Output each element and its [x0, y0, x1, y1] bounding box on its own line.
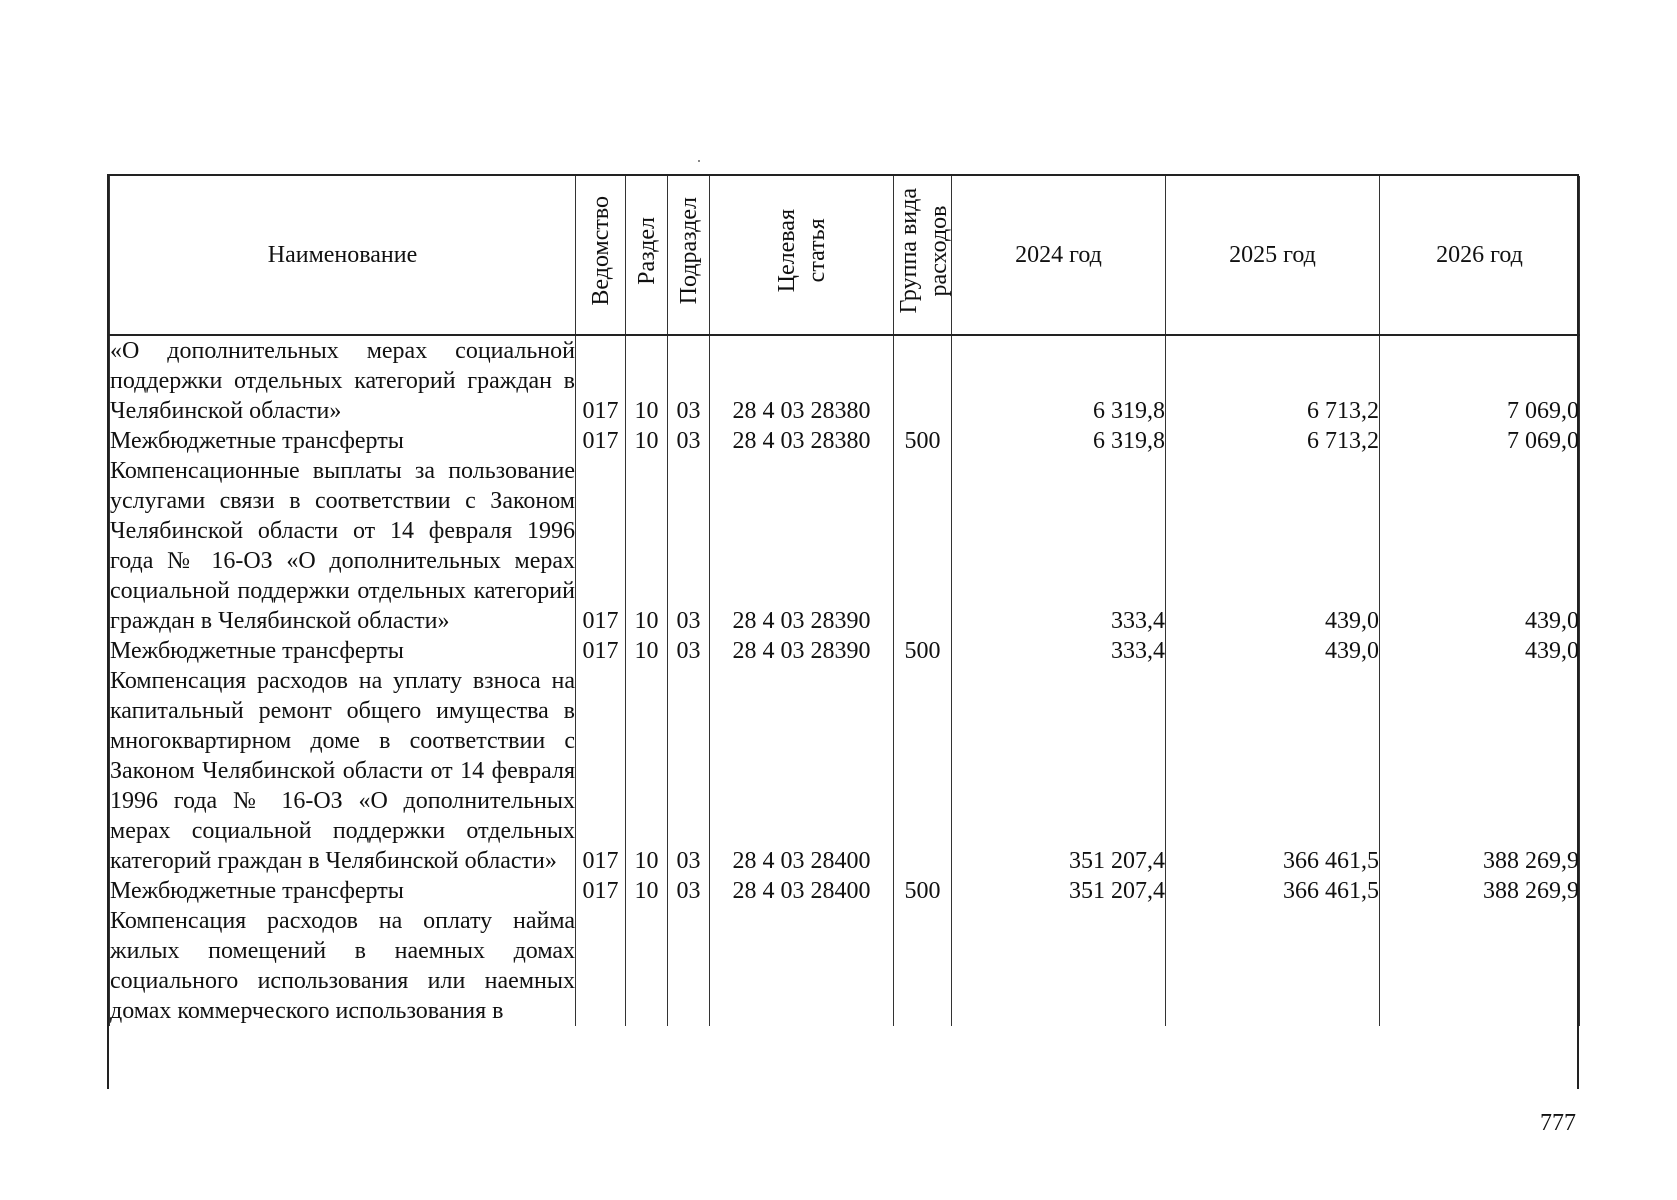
row-value-2025: 366 461,5: [1166, 876, 1380, 906]
row-name: Межбюджетные трансферты: [110, 426, 576, 456]
budget-table-frame: [107, 174, 1579, 1089]
row-value-2025: 6 713,2: [1166, 335, 1380, 426]
table-row: [110, 456, 1580, 636]
row-value-2026: 7 069,0: [1380, 335, 1580, 426]
row-value-2025: 439,0: [1166, 636, 1380, 666]
row-value-2025: 439,0: [1166, 456, 1380, 636]
row-value-2024: 6 319,8: [952, 426, 1166, 456]
header-celevaya-statya: Целевая статья: [710, 176, 894, 335]
row-name: Межбюджетные трансферты: [110, 876, 576, 906]
row-value-2026: 7 069,0: [1380, 426, 1580, 456]
row-podrazdel: 03: [668, 636, 710, 666]
row-celevaya-statya: [710, 906, 894, 1026]
row-vedomstvo: [576, 906, 626, 1026]
row-value-2024: 351 207,4: [952, 666, 1166, 876]
header-gruppa-vida-rashodov: Группа вида расходов: [894, 176, 952, 335]
page-number: 777: [1540, 1110, 1576, 1136]
row-razdel: 10: [626, 636, 668, 666]
row-name: Компенсационные выплаты за пользование услугами связи в соответствии с Законом Челябинской области от 14 февраля 1996 года № 16-ОЗ «О дополнительных мерах социальной поддержки отдельных категорий граждан в Челябинской области»: [110, 458, 575, 634]
row-gruppa: 500: [894, 876, 952, 906]
row-podrazdel: 03: [668, 876, 710, 906]
row-name: Компенсация расходов на уплату взноса на капитальный ремонт общего имущества в многоквартирном доме в соответствии с Законом Челябинской области от 14 февраля 1996 года № 16-ОЗ «О дополнительных мерах социальной поддержки отдельных категорий граждан в Челябинской области»: [110, 668, 575, 874]
row-value-2024: 6 319,8: [952, 335, 1166, 426]
row-gruppa: 500: [894, 426, 952, 456]
row-vedomstvo: 017: [576, 876, 626, 906]
table-row: [110, 906, 1580, 1026]
row-value-2024: [952, 906, 1166, 1026]
header-2025: 2025 год: [1166, 176, 1380, 335]
row-vedomstvo: 017: [576, 426, 626, 456]
row-razdel: 10: [626, 666, 668, 876]
row-value-2026: 439,0: [1380, 456, 1580, 636]
row-vedomstvo: 017: [576, 335, 626, 426]
row-value-2025: [1166, 906, 1380, 1026]
row-vedomstvo: 017: [576, 636, 626, 666]
row-celevaya-statya: 28 4 03 28380: [710, 335, 894, 426]
row-name: «О дополнительных мерах социальной поддержки отдельных категорий граждан в Челябинской области»: [110, 335, 576, 426]
row-celevaya-statya: 28 4 03 28380: [710, 426, 894, 456]
row-vedomstvo: 017: [576, 666, 626, 876]
row-name: Компенсация расходов на оплату найма жилых помещений в наемных домах социального использования или наемных домах коммерческого использования в: [110, 908, 575, 1024]
header-vedomstvo: Ведомство: [576, 176, 626, 335]
row-gruppa: [894, 906, 952, 1026]
table-row: [110, 335, 1580, 426]
table-row: [110, 876, 1580, 906]
row-value-2025: 6 713,2: [1166, 426, 1380, 456]
row-celevaya-statya: 28 4 03 28390: [710, 636, 894, 666]
row-gruppa: [894, 666, 952, 876]
row-value-2024: 333,4: [952, 636, 1166, 666]
scan-dot: [698, 160, 700, 162]
header-podrazdel: Подраздел: [668, 176, 710, 335]
row-value-2026: [1380, 906, 1580, 1026]
row-podrazdel: 03: [668, 456, 710, 636]
row-podrazdel: [668, 906, 710, 1026]
table-row: [110, 666, 1580, 876]
row-value-2024: 333,4: [952, 456, 1166, 636]
row-celevaya-statya: 28 4 03 28400: [710, 876, 894, 906]
table-row: [110, 636, 1580, 666]
row-value-2026: 388 269,9: [1380, 666, 1580, 876]
header-name: Наименование: [110, 176, 576, 335]
row-razdel: 10: [626, 456, 668, 636]
row-razdel: 10: [626, 876, 668, 906]
budget-table: [109, 176, 1580, 1026]
row-value-2025: 366 461,5: [1166, 666, 1380, 876]
row-gruppa: [894, 335, 952, 426]
row-razdel: [626, 906, 668, 1026]
header-razdel: Раздел: [626, 176, 668, 335]
row-razdel: 10: [626, 335, 668, 426]
row-podrazdel: 03: [668, 335, 710, 426]
row-value-2024: 351 207,4: [952, 876, 1166, 906]
row-podrazdel: 03: [668, 666, 710, 876]
row-value-2026: 439,0: [1380, 636, 1580, 666]
header-2026: 2026 год: [1380, 176, 1580, 335]
row-vedomstvo: 017: [576, 456, 626, 636]
row-gruppa: 500: [894, 636, 952, 666]
row-celevaya-statya: 28 4 03 28390: [710, 456, 894, 636]
table-row: [110, 426, 1580, 456]
table-header-row: [110, 176, 1580, 335]
row-razdel: 10: [626, 426, 668, 456]
row-value-2026: 388 269,9: [1380, 876, 1580, 906]
row-name: Межбюджетные трансферты: [110, 636, 576, 666]
row-celevaya-statya: 28 4 03 28400: [710, 666, 894, 876]
row-gruppa: [894, 456, 952, 636]
header-2024: 2024 год: [952, 176, 1166, 335]
row-podrazdel: 03: [668, 426, 710, 456]
